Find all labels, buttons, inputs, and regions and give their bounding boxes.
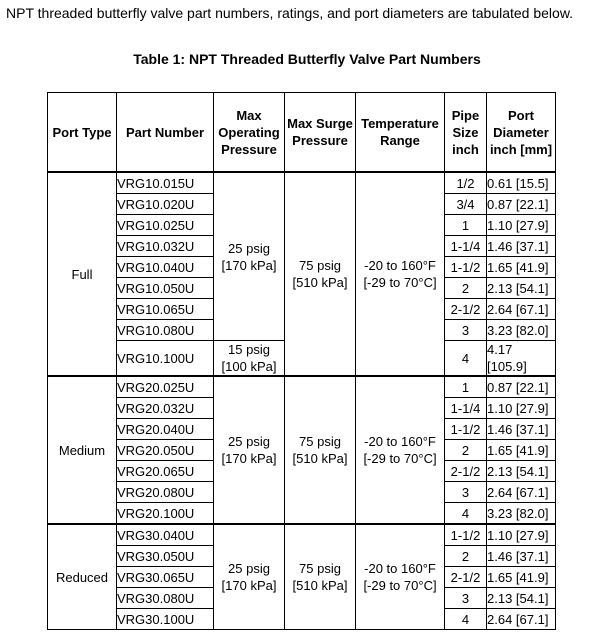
- part-number-cell: VRG30.100U: [117, 609, 214, 630]
- part-number-cell: VRG20.050U: [117, 440, 214, 461]
- part-number-cell: VRG20.065U: [117, 461, 214, 482]
- operating-pressure-cell: 15 psig [100 kPa]: [214, 341, 285, 377]
- part-number-cell: VRG10.015U: [117, 172, 214, 194]
- pipe-size-cell: 3/4: [445, 194, 487, 215]
- pipe-size-cell: 1: [445, 215, 487, 236]
- pipe-size-cell: 3: [445, 320, 487, 341]
- part-number-cell: VRG20.080U: [117, 482, 214, 503]
- table-header: [48, 93, 556, 173]
- port-diameter-cell: 2.64 [67.1]: [487, 482, 556, 503]
- port-type-cell: Medium: [48, 376, 117, 524]
- table-row: [48, 172, 556, 194]
- pipe-size-cell: 1-1/2: [445, 419, 487, 440]
- temperature-range-cell: -20 to 160°F [-29 to 70°C]: [356, 524, 445, 630]
- temperature-range-cell: -20 to 160°F [-29 to 70°C]: [356, 376, 445, 524]
- pipe-size-cell: 2: [445, 278, 487, 299]
- table-row: [48, 524, 556, 546]
- port-diameter-cell: 3.23 [82.0]: [487, 503, 556, 525]
- part-number-cell: VRG30.040U: [117, 524, 214, 546]
- port-diameter-cell: 2.13 [54.1]: [487, 278, 556, 299]
- header-part-number: Part Number: [117, 93, 214, 173]
- surge-pressure-cell: 75 psig [510 kPa]: [285, 376, 356, 524]
- pipe-size-cell: 1/2: [445, 172, 487, 194]
- port-diameter-cell: 1.10 [27.9]: [487, 398, 556, 419]
- port-diameter-cell: 2.13 [54.1]: [487, 588, 556, 609]
- pipe-size-cell: 1-1/4: [445, 236, 487, 257]
- port-diameter-cell: 0.87 [22.1]: [487, 376, 556, 398]
- port-diameter-cell: 1.65 [41.9]: [487, 257, 556, 278]
- surge-pressure-cell: 75 psig [510 kPa]: [285, 524, 356, 630]
- part-number-cell: VRG30.065U: [117, 567, 214, 588]
- header-port-diameter: Port Diameter inch [mm]: [487, 93, 556, 173]
- port-diameter-cell: 1.65 [41.9]: [487, 440, 556, 461]
- part-number-cell: VRG20.025U: [117, 376, 214, 398]
- part-number-cell: VRG20.040U: [117, 419, 214, 440]
- temperature-range-cell: -20 to 160°F [-29 to 70°C]: [356, 172, 445, 376]
- port-diameter-cell: 3.23 [82.0]: [487, 320, 556, 341]
- table-body: [48, 172, 556, 630]
- operating-pressure-cell: 25 psig [170 kPa]: [214, 376, 285, 524]
- pipe-size-cell: 2-1/2: [445, 567, 487, 588]
- surge-pressure-cell: 75 psig [510 kPa]: [285, 172, 356, 376]
- pipe-size-cell: 4: [445, 341, 487, 377]
- port-type-cell: Reduced: [48, 524, 117, 630]
- part-number-cell: VRG10.065U: [117, 299, 214, 320]
- port-diameter-cell: 4.17 [105.9]: [487, 341, 556, 377]
- part-number-cell: VRG20.100U: [117, 503, 214, 525]
- port-diameter-cell: 1.10 [27.9]: [487, 524, 556, 546]
- pipe-size-cell: 4: [445, 503, 487, 525]
- port-diameter-cell: 1.46 [37.1]: [487, 419, 556, 440]
- port-diameter-cell: 2.64 [67.1]: [487, 299, 556, 320]
- operating-pressure-cell: 25 psig [170 kPa]: [214, 172, 285, 341]
- table-row: [48, 376, 556, 398]
- port-diameter-cell: 2.13 [54.1]: [487, 461, 556, 482]
- port-diameter-cell: 2.64 [67.1]: [487, 609, 556, 630]
- valve-table: [47, 92, 556, 630]
- pipe-size-cell: 4: [445, 609, 487, 630]
- port-diameter-cell: 1.10 [27.9]: [487, 215, 556, 236]
- table-caption: Table 1: NPT Threaded Butterfly Valve Part Numbers: [133, 51, 481, 67]
- pipe-size-cell: 2-1/2: [445, 461, 487, 482]
- pipe-size-cell: 1: [445, 376, 487, 398]
- intro-text: NPT threaded butterfly valve part numbers, ratings, and port diameters are tabulated below.: [6, 5, 574, 21]
- part-number-cell: VRG10.025U: [117, 215, 214, 236]
- port-diameter-cell: 1.46 [37.1]: [487, 546, 556, 567]
- port-diameter-cell: 1.46 [37.1]: [487, 236, 556, 257]
- pipe-size-cell: 3: [445, 588, 487, 609]
- part-number-cell: VRG10.032U: [117, 236, 214, 257]
- header-port-type: Port Type: [48, 93, 117, 173]
- part-number-cell: VRG10.040U: [117, 257, 214, 278]
- port-type-cell: Full: [48, 172, 117, 376]
- part-number-cell: VRG30.050U: [117, 546, 214, 567]
- port-diameter-cell: 1.65 [41.9]: [487, 567, 556, 588]
- header-temperature-range: Temperature Range: [356, 93, 445, 173]
- part-number-cell: VRG30.080U: [117, 588, 214, 609]
- pipe-size-cell: 1-1/2: [445, 524, 487, 546]
- pipe-size-cell: 2: [445, 546, 487, 567]
- pipe-size-cell: 1-1/4: [445, 398, 487, 419]
- header-max-operating-pressure: Max Operating Pressure: [214, 93, 285, 173]
- header-max-surge-pressure: Max Surge Pressure: [285, 93, 356, 173]
- header-pipe-size: Pipe Size inch: [445, 93, 487, 173]
- pipe-size-cell: 1-1/2: [445, 257, 487, 278]
- part-number-cell: VRG10.020U: [117, 194, 214, 215]
- part-number-cell: VRG10.100U: [117, 341, 214, 377]
- port-diameter-cell: 0.61 [15.5]: [487, 172, 556, 194]
- port-diameter-cell: 0.87 [22.1]: [487, 194, 556, 215]
- part-number-cell: VRG10.050U: [117, 278, 214, 299]
- pipe-size-cell: 3: [445, 482, 487, 503]
- pipe-size-cell: 2-1/2: [445, 299, 487, 320]
- header-row: [48, 93, 556, 173]
- part-number-cell: VRG20.032U: [117, 398, 214, 419]
- operating-pressure-cell: 25 psig [170 kPa]: [214, 524, 285, 630]
- part-number-cell: VRG10.080U: [117, 320, 214, 341]
- pipe-size-cell: 2: [445, 440, 487, 461]
